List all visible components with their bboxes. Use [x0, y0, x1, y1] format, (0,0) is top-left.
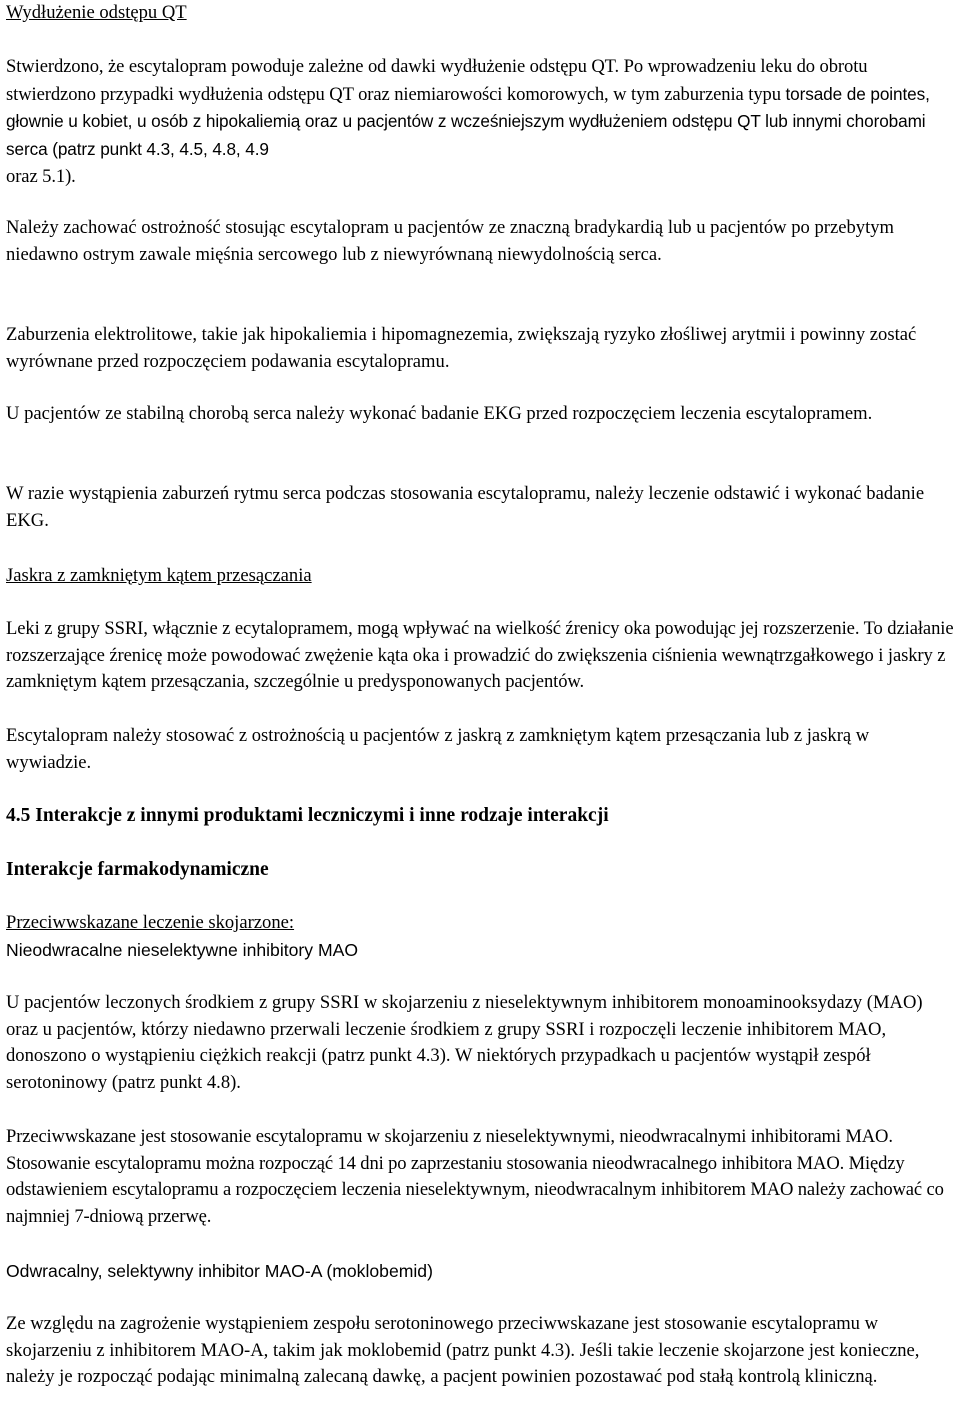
qt-paragraph-2: Należy zachować ostrożność stosując escytalopram u pacjentów ze znaczną bradykardią lub u pacjentów po przebytym niedawno ostrym zawale mięśnia sercowego lub z niewyrównaną niewydolnością serca. — [6, 217, 894, 265]
pharmacodynamic-heading: Interakcje farmakodynamiczne — [6, 859, 269, 880]
qt-heading: Wydłużenie odstępu QT — [6, 2, 187, 23]
mao-paragraph-1: U pacjentów leczonych środkiem z grupy SSRI w skojarzeniu z nieselektywnym inhibitorem monoaminooksydazy (MAO) oraz u pacjentów, którzy niedawno przerwali leczenie środkiem z grupy SSRI i rozpoczęli leczenie inhibitorem MAO, donoszono o wystąpieniu ciężkich reakcji (patrz punkt 4.3). W niektórych przypadkach u pacjentów wystąpił zespół serotoninowy (patrz punkt 4.8). — [6, 992, 923, 1094]
mao-heading: Nieodwracalne nieselektywne inhibitory MAO — [6, 940, 359, 960]
qt-paragraph-5: W razie wystąpienia zaburzeń rytmu serca podczas stosowania escytalopramu, należy leczenie odstawić i wykonać badanie EKG. — [6, 483, 925, 531]
glaucoma-heading: Jaskra z zamkniętym kątem przesączania — [6, 565, 312, 586]
glaucoma-paragraph-1: Leki z grupy SSRI, włącznie z ecytalopramem, mogą wpływać na wielkość źrenicy oka powodując jej rozszerzenie. To działanie rozszerzające źrenicę może powodować zwężenie kąta oka i prowadzić do zwiększenia ciśnienia wewnątrzgałkowego i jaskry z zamkniętym kątem przesączania, szczególnie u predysponowanych pacjentów. — [6, 618, 954, 693]
maoa-heading: Odwracalny, selektywny inhibitor MAO-A (moklobemid) — [6, 1261, 433, 1281]
glaucoma-paragraph-2: Escytalopram należy stosować z ostrożnością u pacjentów z jaskrą z zamkniętym kątem przesączania lub z jaskrą w wywiadzie. — [6, 725, 870, 773]
qt-paragraph-1-sans-text: torsade de pointes, głownie u kobiet, u osób z hipokaliemią oraz u pacjentów z wcześniejszym wydłużeniem odstępu QT lub innymi chorobami serca (patrz punkt 4.3, 4.5, 4.8, 4.9 — [6, 83, 930, 160]
section-title: Interakcje z innymi produktami leczniczymi i inne rodzaje interakcji — [35, 805, 609, 826]
qt-paragraph-4: U pacjentów ze stabilną chorobą serca należy wykonać badanie EKG przed rozpoczęciem leczenia escytalopramem. — [6, 403, 873, 424]
contraindicated-heading: Przeciwwskazane leczenie skojarzone: — [6, 912, 295, 933]
section-number: 4.5 — [6, 805, 31, 826]
qt-paragraph-1 — [6, 54, 956, 191]
mao-paragraph-2: Przeciwwskazane jest stosowanie escytalopramu w skojarzeniu z nieselektywnymi, nieodwracalnymi inhibitorami MAO. Stosowanie escytalopramu można rozpocząć 14 dni po zaprzestaniu stosowania nieodwracalnego inhibitora MAO. Między odstawieniem escytalopramu a rozpoczęciem leczenia nieselektywnym, nieodwracalnym inhibitorem MAO należy zachować co najmniej 7-dniową przerwę. — [6, 1126, 944, 1228]
qt-paragraph-3: Zaburzenia elektrolitowe, takie jak hipokaliemia i hipomagnezemia, zwiększają ryzyko złośliwej arytmii i powinny zostać wyrównane przed rozpoczęciem podawania escytalopramu. — [6, 324, 917, 372]
qt-paragraph-1-end: oraz 5.1). — [6, 165, 76, 187]
qt-paragraph-1-text: Stwierdzono, że escytalopram powoduje zależne od dawki wydłużenie odstępu QT. Po wprowadzeniu leku do obrotu stwierdzono przypadki wydłużenia odstępu QT oraz niemiarowości komorowych, w tym zaburzenia typu — [6, 56, 868, 105]
maoa-paragraph: Ze względu na zagrożenie wystąpieniem zespołu serotoninowego przeciwwskazane jest stosowanie escytalopramu w skojarzeniu z inhibitorem MAO-A, takim jak moklobemid (patrz punkt 4.3). Jeśli takie leczenie skojarzone jest konieczne, należy je rozpocząć podając minimalną zalecaną dawkę, a pacjent powinien pozostawać pod stałą kontrolą kliniczną. — [6, 1313, 920, 1388]
section-4-5-heading — [6, 803, 956, 830]
